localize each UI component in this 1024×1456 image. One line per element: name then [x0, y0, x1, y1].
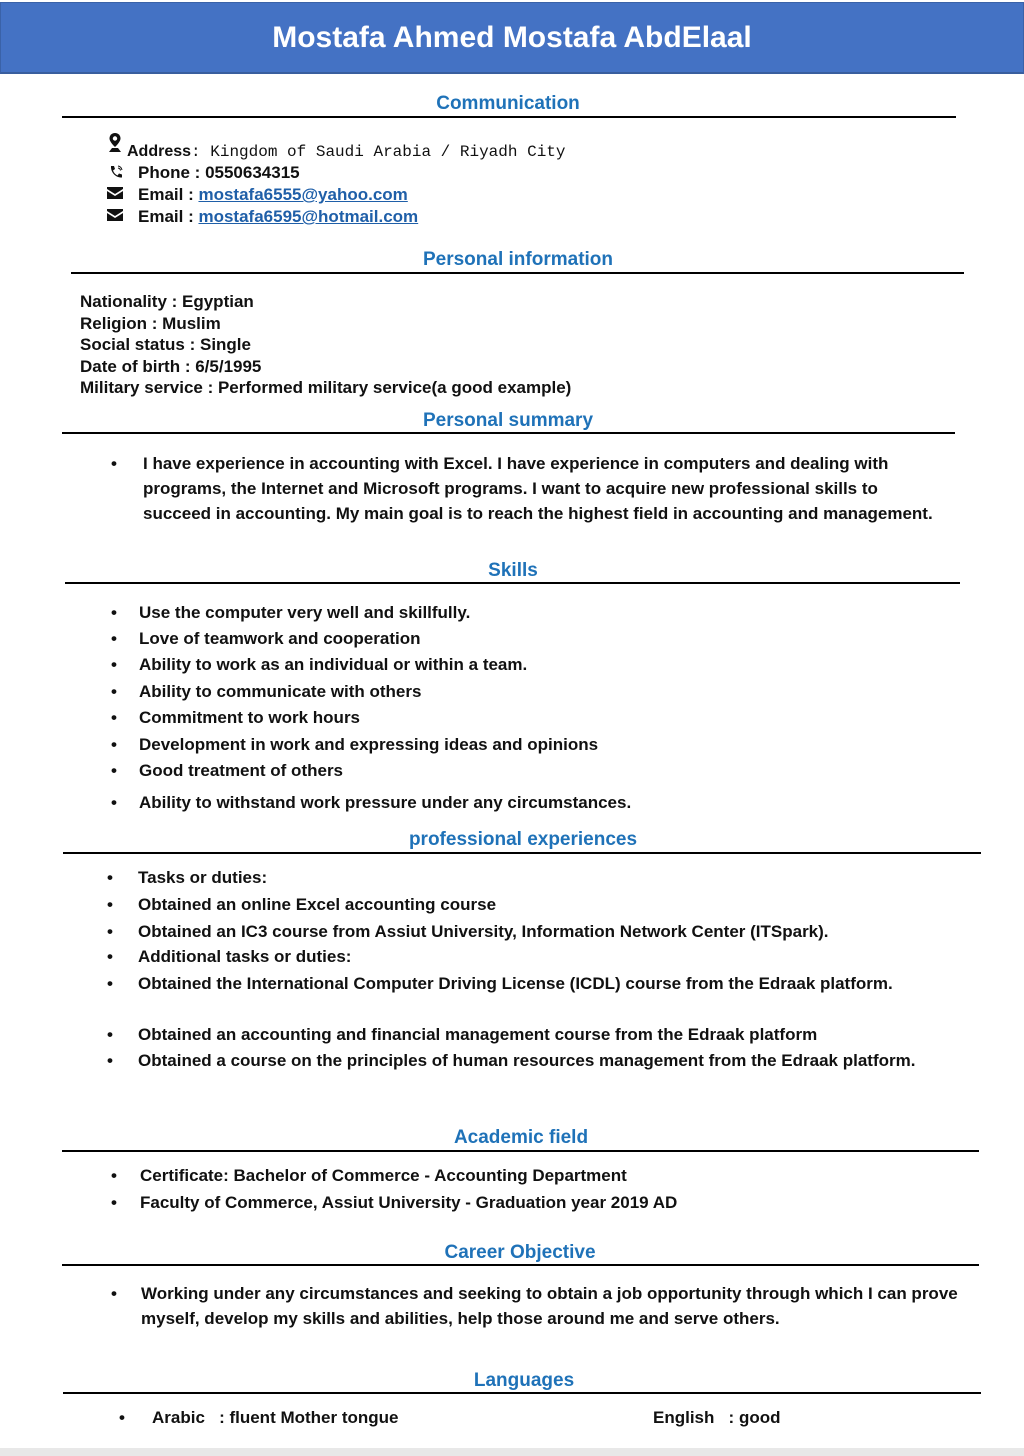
language-english: English : good — [653, 1408, 781, 1427]
section-title-personal-information: Personal information — [422, 249, 614, 270]
skill-item-text: Ability to communicate with others — [139, 682, 422, 701]
skill-item-text: Ability to withstand work pressure under any circumstances. — [139, 793, 632, 812]
bullet-dot: • — [111, 682, 117, 701]
experience-item-text: Obtained an IC3 course from Assiut University, Information Network Center (ITSpark). — [138, 922, 829, 941]
section-divider — [63, 1392, 981, 1394]
address-row — [127, 141, 566, 161]
bullet-dot: • — [111, 1193, 117, 1212]
info-date-of-birth: Date of birth : 6/5/1995 — [80, 357, 262, 376]
section-divider — [62, 1264, 979, 1266]
bullet-dot: • — [111, 735, 117, 754]
bullet-dot: • — [111, 655, 117, 674]
phone-label: Phone : — [138, 163, 206, 182]
section-divider — [62, 1150, 979, 1152]
bullet-dot: • — [107, 1051, 113, 1070]
phone-icon — [108, 164, 124, 180]
skill-item-text: Good treatment of others — [139, 761, 344, 780]
section-title-personal-summary: Personal summary — [422, 410, 594, 431]
candidate-name: Mostafa Ahmed Mostafa AbdElaal — [272, 20, 752, 54]
section-title-skills: Skills — [488, 560, 538, 581]
phone-value: 0550634315 — [205, 163, 300, 182]
address-value: Kingdom of Saudi Arabia / Riyadh City — [210, 143, 566, 161]
experience-item-text: Tasks or duties: — [138, 868, 268, 887]
bullet-dot: • — [111, 708, 117, 727]
bullet-dot: • — [107, 1025, 113, 1044]
location-pin-icon — [107, 132, 123, 154]
header-banner — [0, 2, 1024, 74]
skill-item-text: Love of teamwork and cooperation — [139, 629, 421, 648]
email-row-2 — [138, 207, 418, 227]
bullet-dot: • — [119, 1408, 125, 1427]
mail-icon — [107, 209, 123, 221]
bullet-dot: • — [107, 895, 113, 914]
experience-item-text: Obtained an accounting and financial management course from the Edraak platform — [138, 1025, 818, 1044]
bullet-dot: • — [111, 603, 117, 622]
section-divider — [71, 272, 964, 274]
experience-item-text: Additional tasks or duties: — [138, 947, 352, 966]
page-bottom-edge — [0, 1448, 1024, 1456]
bullet-dot: • — [111, 454, 117, 473]
info-social-status: Social status : Single — [80, 335, 251, 354]
email-link-hotmail[interactable]: mostafa6595@hotmail.com — [198, 207, 419, 226]
section-divider — [63, 852, 981, 854]
email-link-yahoo[interactable]: mostafa6555@yahoo.com — [198, 185, 408, 204]
info-religion: Religion : Muslim — [80, 314, 221, 333]
language-arabic: Arabic : fluent Mother tongue — [152, 1408, 399, 1427]
info-military-service: Military service : Performed military service(a good example) — [80, 378, 572, 397]
skill-item-text: Commitment to work hours — [139, 708, 361, 727]
skill-item-text: Use the computer very well and skillfully. — [139, 603, 471, 622]
phone-row — [138, 163, 300, 183]
section-title-career-objective: Career Objective — [444, 1242, 596, 1263]
section-title-professional-experiences: professional experiences — [408, 829, 638, 850]
bullet-dot: • — [111, 761, 117, 780]
skill-item-text: Development in work and expressing ideas and opinions — [139, 735, 599, 754]
section-divider — [65, 582, 960, 584]
skill-item-text: Ability to work as an individual or within a team. — [139, 655, 528, 674]
email-row-1 — [138, 185, 408, 205]
email-label: Email : — [138, 207, 199, 226]
bullet-dot: • — [111, 1166, 117, 1185]
bullet-dot: • — [107, 974, 113, 993]
info-nationality: Nationality : Egyptian — [80, 292, 254, 311]
address-colon: : — [191, 143, 211, 161]
address-label: Address — [127, 143, 192, 160]
bullet-dot: • — [107, 868, 113, 887]
summary-text: I have experience in accounting with Excel. I have experience in computers and dealing with programs, the Internet and Microsoft programs. I want to acquire new professional skills to succeed in accounting. My main goal is to reach the highest field in accounting and management. — [143, 454, 933, 523]
bullet-dot: • — [107, 922, 113, 941]
experience-item-text: Obtained an online Excel accounting course — [138, 895, 497, 914]
section-title-communication: Communication — [436, 93, 580, 114]
section-title-languages: Languages — [473, 1370, 575, 1391]
bullet-dot: • — [111, 793, 117, 812]
section-divider — [62, 432, 955, 434]
section-divider — [62, 116, 956, 118]
email-label: Email : — [138, 185, 199, 204]
bullet-dot: • — [111, 1284, 117, 1303]
career-objective-text: Working under any circumstances and seeking to obtain a job opportunity through which I can prove myself, develop my skills and abilities, help those around me and serve others. — [141, 1284, 958, 1328]
academic-item-text: Faculty of Commerce, Assiut University - Graduation year 2019 AD — [140, 1193, 678, 1212]
section-title-academic-field: Academic field — [453, 1127, 589, 1148]
experience-item-text: Obtained the International Computer Driving License (ICDL) course from the Edraak platform. — [138, 974, 893, 993]
bullet-dot: • — [107, 947, 113, 966]
experience-item-text: Obtained a course on the principles of human resources management from the Edraak platform. — [138, 1051, 916, 1070]
bullet-dot: • — [111, 629, 117, 648]
mail-icon — [107, 187, 123, 199]
academic-item-text: Certificate: Bachelor of Commerce - Accounting Department — [140, 1166, 627, 1185]
